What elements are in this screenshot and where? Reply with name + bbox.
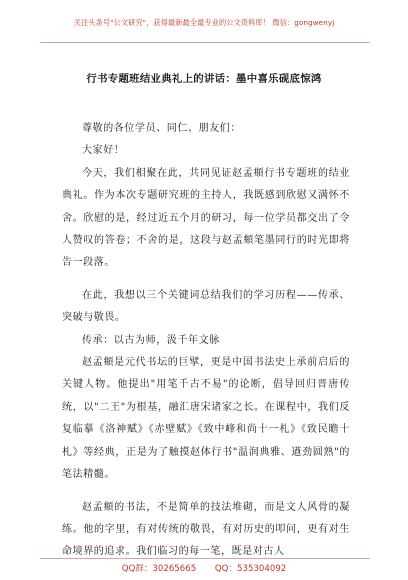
footer-qq-group: QQ群：30265665 (121, 564, 197, 574)
paragraph-zhao-mengfu: 赵孟頫是元代书坛的巨擘，更是中国书法史上承前启后的关键人物。他提出"用笔千古不易"的论断，倡导回归晋唐传统，以"二王"为根基，融汇唐宋诸家之长。在课程中，我们反复临摹《洛神赋》《赤壁赋》《致中峰和尚十一札》《致民瞻十札》等经典，正是为了触摸赵体行书"温润典雅、遒劲圆熟"的笔法精髓。 (62, 357, 350, 481)
header-divider (40, 42, 370, 43)
document-title: 行书专题班结业典礼上的讲话：墨中喜乐砚底惊鸿 (86, 73, 322, 85)
footer-contacts (0, 562, 408, 574)
paragraph-keywords: 在此，我想以三个关键词总结我们的学习历程——传承、突破与敬畏。 (62, 289, 350, 324)
section-heading-inheritance: 传承：以古为师，汲千年文脉 (82, 334, 220, 346)
header-notice: 关注头条号"公文研究"，获得最新最全最专业的公文资料库！ 微信：gongwenyj (73, 18, 335, 27)
salutation: 尊敬的各位学员、同仁、朋友们： (82, 123, 241, 134)
paragraph-calligraphy: 赵孟頫的书法，不是简单的技法堆砌，而是文人风骨的凝练。他的字里，有对传统的敬畏，有对历史的叩问，更有对生命境界的追求。我们临习的每一笔，既是对古人 (62, 501, 350, 558)
greeting: 大家好！ (82, 145, 125, 157)
footer-divider (40, 558, 370, 559)
document-body (62, 118, 350, 564)
footer-qq: QQ：535304092 (214, 564, 287, 574)
paragraph-opening: 今天，我们相聚在此，共同见证赵孟頫行书专题班的结业典礼。作为本次专题研究班的主持人，我既感到欣慰又满怀不舍。欣慰的是，经过近五个月的研习，每一位学员都交出了令人赞叹的答卷；不舍的是，这段与赵孟頫笔墨同行的时光即将告一段落。 (62, 167, 350, 269)
